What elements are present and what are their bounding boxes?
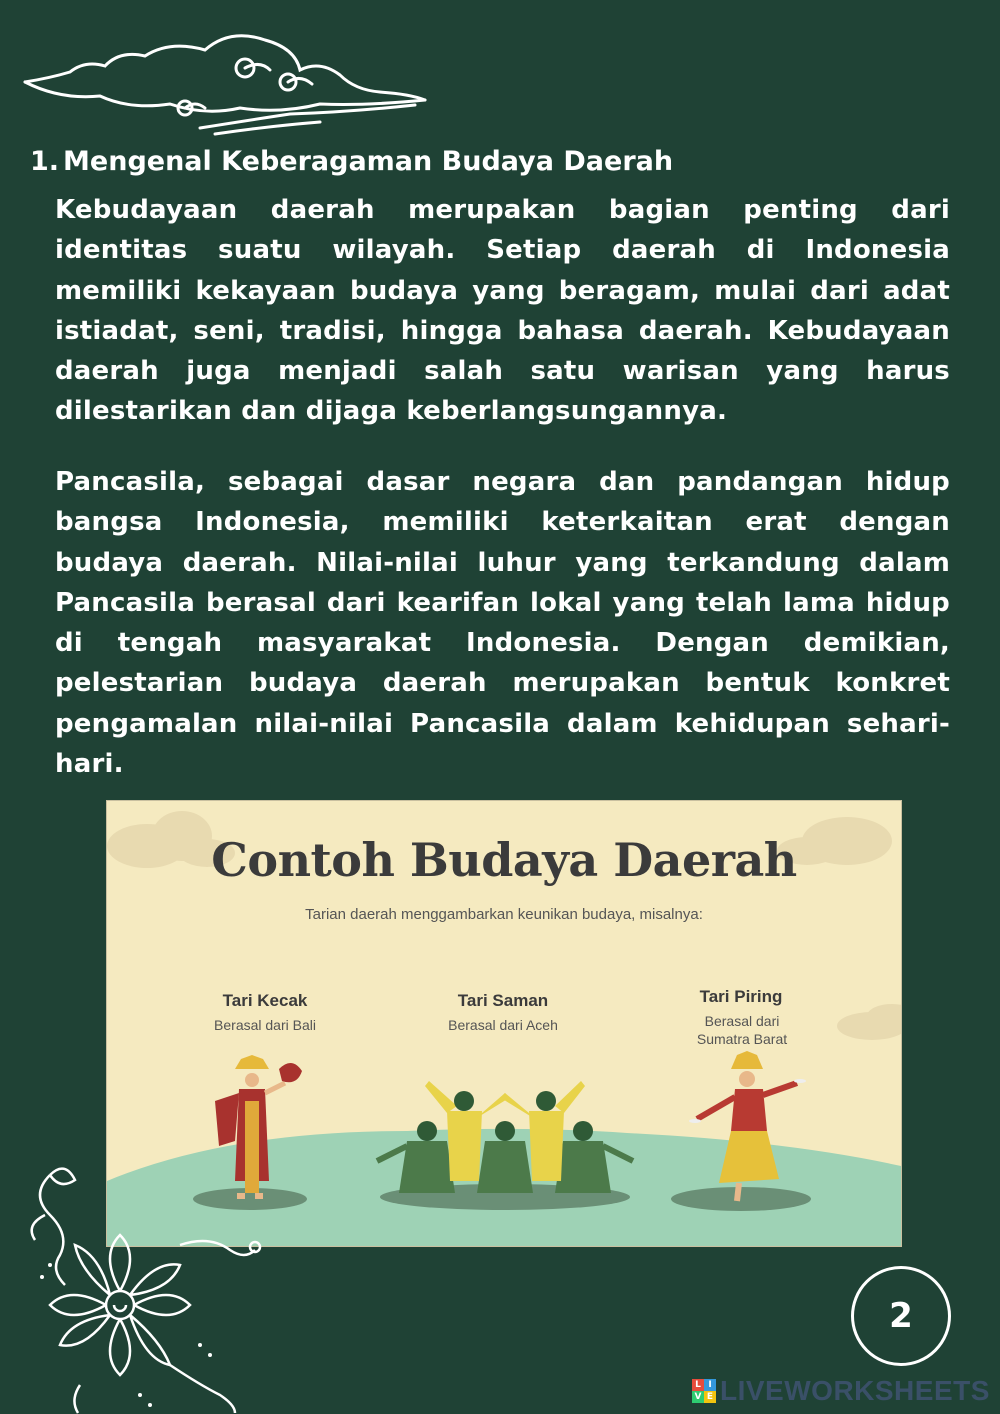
watermark-text: LIVEWORKSHEETS: [720, 1375, 990, 1406]
section-heading: [30, 140, 930, 184]
cloud-ornament: [20, 30, 430, 140]
infographic-subtitle: Tarian daerah menggambarkan keunikan budaya, misalnya:: [305, 906, 703, 923]
logo-letter-i: I: [704, 1379, 716, 1391]
dance-name-saman: Tari Saman: [457, 991, 549, 1010]
logo-letter-v: V: [692, 1391, 704, 1403]
dance-name-piring: Tari Piring: [699, 987, 783, 1006]
logo-letter-l: L: [692, 1379, 704, 1391]
liveworksheets-watermark: [692, 1376, 992, 1406]
dance-origin-kecak: Berasal dari Bali: [214, 1017, 316, 1033]
dance-origin-piring: Berasal dari Sumatra Barat: [696, 1013, 788, 1047]
flower-ornament: [20, 1155, 270, 1414]
infographic-title: Contoh Budaya Daerah: [211, 833, 797, 887]
dance-name-kecak: Tari Kecak: [222, 991, 308, 1010]
paragraph-pancasila: Pancasila, sebagai dasar negara dan pandangan hidup bangsa Indonesia, memiliki keterkaitan erat dengan budaya daerah. Nilai-nilai luhur yang terkandung dalam Pancasila berasal dari kearifan lokal yang telah lama hidup di tengah masyarakat Indonesia. Dengan demikian, pelestarian budaya daerah merupakan bentuk konkret pengamalan nilai-nilai Pancasila dalam kehidupan sehari-hari.: [55, 467, 950, 780]
liveworksheets-logo-icon: [692, 1379, 716, 1403]
section-title: Mengenal Keberagaman Budaya Daerah: [63, 146, 674, 177]
logo-letter-e: E: [704, 1391, 716, 1403]
dance-origin-saman: Berasal dari Aceh: [448, 1017, 558, 1033]
section-number: 1.: [30, 146, 60, 177]
page-number-badge: 2: [851, 1266, 951, 1366]
paragraph-kebudayaan: Kebudayaan daerah merupakan bagian penting dari identitas suatu wilayah. Setiap daerah di Indonesia memiliki kekayaan budaya yang beragam, mulai dari adat istiadat, seni, tradisi, hingga bahasa daerah. Kebudayaan daerah juga menjadi salah satu warisan yang harus dilestarikan dan dijaga keberlangsungannya.: [55, 195, 950, 427]
